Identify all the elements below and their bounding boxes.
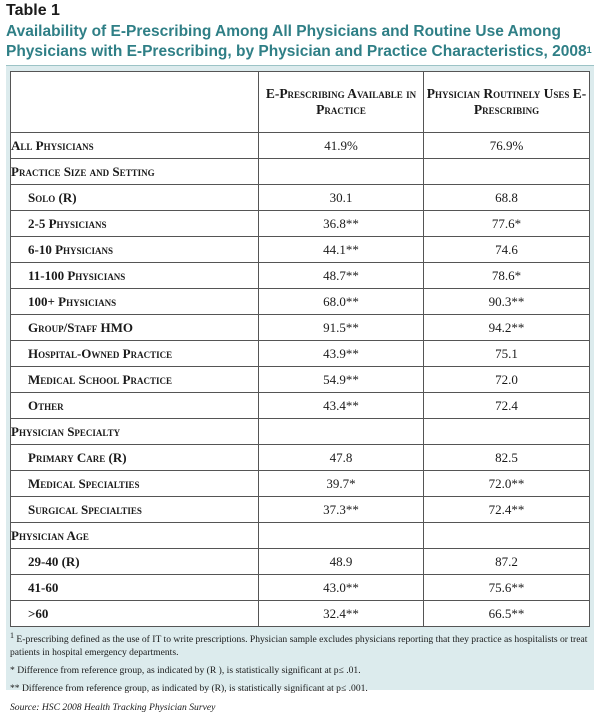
footnote-1 [10, 629, 588, 659]
cell-availability: 47.8 [259, 445, 424, 471]
table-row [11, 445, 590, 471]
table-row [11, 211, 590, 237]
row-label: Solo (R) [11, 185, 259, 211]
header-availability: E-Prescribing Available in Practice [259, 72, 424, 133]
row-label: 100+ Physicians [11, 289, 259, 315]
row-label: Hospital-Owned Practice [11, 341, 259, 367]
table-row [11, 601, 590, 627]
row-label: 6-10 Physicians [11, 237, 259, 263]
table-row [11, 497, 590, 523]
table-row [11, 549, 590, 575]
cell-routine-use: 78.6* [424, 263, 590, 289]
row-label: 41-60 [11, 575, 259, 601]
row-group-label: Physician Specialty [11, 419, 259, 445]
cell-routine-use: 82.5 [424, 445, 590, 471]
row-label: >60 [11, 601, 259, 627]
cell-availability: 43.0** [259, 575, 424, 601]
table-row [11, 237, 590, 263]
row-label: 29-40 (R) [11, 549, 259, 575]
table-title [6, 22, 596, 62]
cell-routine-use: 94.2** [424, 315, 590, 341]
footnote-2: * Difference from reference group, as indicated by (R ), is statistically significant at p≤ .01. [10, 665, 361, 677]
cell-routine-use: 87.2 [424, 549, 590, 575]
cell-availability: 43.4** [259, 393, 424, 419]
header-row [11, 72, 590, 133]
footnote-1-marker: 1 [10, 631, 14, 640]
cell-availability: 44.1** [259, 237, 424, 263]
cell-routine-use: 75.6** [424, 575, 590, 601]
cell-routine-use [424, 159, 590, 185]
cell-availability [259, 159, 424, 185]
row-group-label: Physician Age [11, 523, 259, 549]
cell-routine-use: 74.6 [424, 237, 590, 263]
cell-routine-use: 72.0** [424, 471, 590, 497]
cell-availability: 43.9** [259, 341, 424, 367]
table-row [11, 367, 590, 393]
cell-routine-use [424, 523, 590, 549]
row-label: 11-100 Physicians [11, 263, 259, 289]
footnote-1-text: E-prescribing defined as the use of IT to write prescriptions. Physician sample excludes physicians reporting that they practice as hospitalists or treat patients in hospital emergency departments. [10, 634, 588, 659]
cell-availability: 48.7** [259, 263, 424, 289]
cell-availability: 39.7* [259, 471, 424, 497]
table-row [11, 419, 590, 445]
table-row [11, 575, 590, 601]
table-frame [6, 65, 594, 714]
cell-availability [259, 419, 424, 445]
table-row [11, 523, 590, 549]
row-label: 2-5 Physicians [11, 211, 259, 237]
cell-routine-use: 72.4** [424, 497, 590, 523]
cell-availability: 68.0** [259, 289, 424, 315]
table-title-text: Availability of E-Prescribing Among All Physicians and Routine Use Among Physicians with E-Prescribing, by Physician and Practice Characteristics, 2008 [6, 23, 587, 60]
cell-availability: 32.4** [259, 601, 424, 627]
cell-availability [259, 523, 424, 549]
table-row [11, 315, 590, 341]
source-note: Source: HSC 2008 Health Tracking Physician Survey [10, 702, 216, 714]
row-group-label: All Physicians [11, 133, 259, 159]
row-label: Other [11, 393, 259, 419]
cell-routine-use: 66.5** [424, 601, 590, 627]
header-routine-use: Physician Routinely Uses E-Prescribing [424, 72, 590, 133]
table-row [11, 133, 590, 159]
cell-routine-use: 75.1 [424, 341, 590, 367]
cell-routine-use: 90.3** [424, 289, 590, 315]
row-label: Medical School Practice [11, 367, 259, 393]
table-row [11, 159, 590, 185]
header-characteristic [11, 72, 259, 133]
cell-availability: 36.8** [259, 211, 424, 237]
cell-routine-use: 72.0 [424, 367, 590, 393]
cell-availability: 54.9** [259, 367, 424, 393]
row-label: Group/Staff HMO [11, 315, 259, 341]
row-label: Medical Specialties [11, 471, 259, 497]
cell-routine-use: 68.8 [424, 185, 590, 211]
cell-availability: 30.1 [259, 185, 424, 211]
table-row [11, 471, 590, 497]
row-group-label: Practice Size and Setting [11, 159, 259, 185]
table-row [11, 393, 590, 419]
cell-availability: 37.3** [259, 497, 424, 523]
table-label: Table 1 [6, 2, 60, 19]
table-row [11, 263, 590, 289]
cell-routine-use: 77.6* [424, 211, 590, 237]
table-row [11, 289, 590, 315]
table-row [11, 341, 590, 367]
cell-routine-use: 76.9% [424, 133, 590, 159]
footnote-3: ** Difference from reference group, as indicated by (R), is statistically significant at p≤ .001. [10, 683, 368, 695]
row-label: Primary Care (R) [11, 445, 259, 471]
cell-availability: 48.9 [259, 549, 424, 575]
footnotes [10, 629, 588, 719]
table-row [11, 185, 590, 211]
row-label: Surgical Specialties [11, 497, 259, 523]
cell-routine-use [424, 419, 590, 445]
cell-routine-use: 72.4 [424, 393, 590, 419]
title-footnote-marker: 1 [586, 45, 592, 55]
data-table [10, 71, 590, 627]
cell-availability: 41.9% [259, 133, 424, 159]
cell-availability: 91.5** [259, 315, 424, 341]
